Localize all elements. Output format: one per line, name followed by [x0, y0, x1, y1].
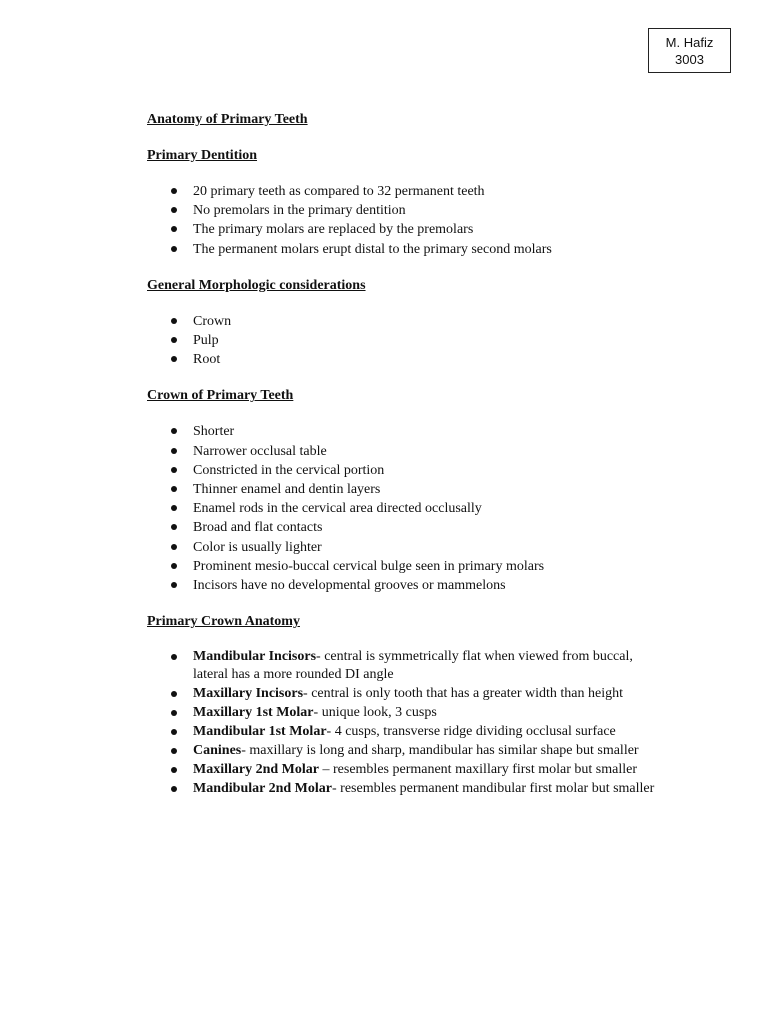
list-item: The permanent molars erupt distal to the primary second molars: [147, 240, 667, 259]
list-item: [147, 685, 667, 703]
list-item: Constricted in the cervical portion: [147, 461, 667, 480]
list-item: Incisors have no developmental grooves or mammelons: [147, 576, 667, 595]
list-item: Root: [147, 350, 667, 369]
list-item: Thinner enamel and dentin layers: [147, 480, 667, 499]
list-item: Crown: [147, 312, 667, 331]
list-item: No premolars in the primary dentition: [147, 201, 667, 220]
item-term: Mandibular 2nd Molar: [193, 781, 332, 797]
general-morphologic-list: [147, 312, 667, 370]
item-term: Maxillary Incisors: [193, 686, 304, 702]
item-description: - central is symmetrically flat when viewed from buccal, lateral has a more rounded DI angle: [193, 649, 633, 683]
list-item: Pulp: [147, 331, 667, 350]
item-term: Maxillary 1st Molar: [193, 705, 314, 721]
section-heading-primary-crown-anatomy: Primary Crown Anatomy: [147, 614, 300, 630]
crown-of-primary-teeth-list: [147, 422, 667, 595]
list-item: Broad and flat contacts: [147, 518, 667, 537]
list-item: Prominent mesio-buccal cervical bulge seen in primary molars: [147, 557, 667, 576]
list-item: The primary molars are replaced by the premolars: [147, 220, 667, 239]
item-description: - 4 cusps, transverse ridge dividing occlusal surface: [326, 724, 616, 740]
section-heading-crown-of-primary-teeth: Crown of Primary Teeth: [147, 388, 294, 404]
item-term: Canines: [193, 743, 242, 759]
section-heading-general-morphologic: General Morphologic considerations: [147, 277, 366, 293]
author-id-box: [648, 28, 731, 73]
document-body: [147, 110, 667, 815]
item-term: Mandibular Incisors: [193, 649, 317, 665]
list-item: Shorter: [147, 422, 667, 441]
list-item: [147, 742, 667, 760]
primary-dentition-list: [147, 182, 667, 259]
primary-crown-anatomy-list: [147, 648, 667, 798]
section-heading-primary-dentition: Primary Dentition: [147, 148, 258, 163]
list-item: [147, 780, 667, 798]
item-term: Mandibular 1st Molar: [193, 724, 327, 740]
list-item: [147, 648, 667, 684]
document-title: Anatomy of Primary Teeth: [147, 112, 308, 127]
author-name: M. Hafiz: [665, 35, 714, 50]
item-description: - central is only tooth that has a greater width than height: [303, 686, 624, 702]
list-item: Narrower occlusal table: [147, 442, 667, 461]
item-description: - unique look, 3 cusps: [313, 705, 437, 721]
author-number: 3003: [675, 52, 704, 67]
list-item: 20 primary teeth as compared to 32 permanent teeth: [147, 182, 667, 201]
item-description: - maxillary is long and sharp, mandibular has similar shape but smaller: [241, 743, 639, 759]
list-item: Enamel rods in the cervical area directed occlusally: [147, 499, 667, 518]
list-item: [147, 704, 667, 722]
list-item: Color is usually lighter: [147, 538, 667, 557]
list-item: [147, 723, 667, 741]
item-description: – resembles permanent maxillary first molar but smaller: [319, 762, 638, 778]
item-description: - resembles permanent mandibular first molar but smaller: [332, 781, 655, 797]
list-item: [147, 761, 667, 779]
item-term: Maxillary 2nd Molar: [193, 762, 319, 778]
